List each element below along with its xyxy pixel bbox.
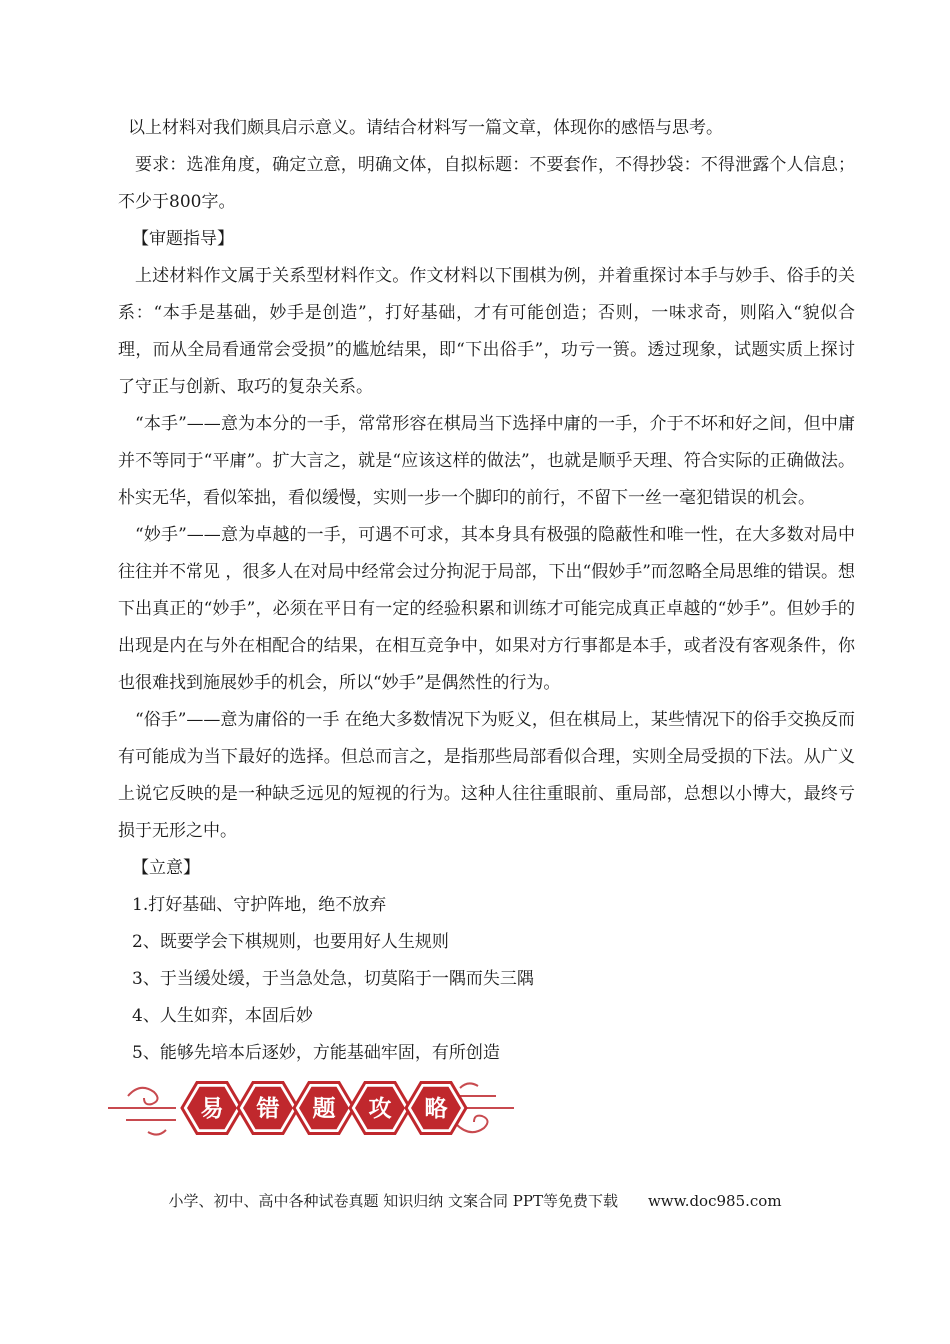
benshou-paragraph: “本手”——意为本分的一手，常常形容在棋局当下选择中庸的一手，介于不坏和好之间，但中庸并不等同于“平庸”。扩大言之，就是“应该这样的做法”，也就是顺乎天理、符合实际的正确做法。朴实无华，看似笨拙，看似缓慢，实则一步一个脚印的前行，不留下一丝一毫犯错误的机会。 (118, 414, 855, 508)
footer-text: 小学、初中、高中各种试卷真题 知识归纳 文案合同 PPT等免费下载 (168, 1192, 618, 1210)
banner-char: 题 (312, 1096, 336, 1122)
sushou-paragraph: “俗手”——意为庸俗的一手 在绝大多数情况下为贬义，但在棋局上，某些情况下的俗手交换反而有可能成为当下最好的选择。但总而言之，是指那些局部看似合理，实则全局受损的下法。从广义上说它反映的是一种缺乏远见的短视的行为。这种人往往重眼前、重局部，总想以小博大，最终亏损于无形之中。 (118, 710, 855, 841)
guidance-heading: 【审题指导】 (132, 229, 234, 249)
ideas-heading: 【立意】 (132, 858, 200, 878)
footer-url[interactable]: www.doc985.com (647, 1192, 782, 1210)
banner-char: 错 (256, 1096, 280, 1122)
banner-hexagons (182, 1083, 466, 1134)
guidance-paragraph: 上述材料作文属于关系型材料作文。作文材料以下围棋为例，并着重探讨本手与妙手、俗手的关系：“本手是基础，妙手是创造”，打好基础，才有可能创造；否则，一味求奇，则陷入“貌似合理，而从全局看通常会受损”的尴尬结果，即“下出俗手”，功亏一篑。透过现象，试题实质上探讨了守正与创新、取巧的复杂关系。 (118, 266, 855, 397)
section-banner (104, 1074, 518, 1142)
banner-char: 略 (424, 1096, 448, 1122)
idea-item: 1.打好基础、守护阵地，绝不放弃 (132, 895, 387, 915)
miaoshou-paragraph: “妙手”——意为卓越的一手，可遇不可求，其本身具有极强的隐蔽性和唯一性，在大多数对局中往往并不常见 ，很多人在对局中经常会过分拘泥于局部，下出“假妙手”而忽略全局思维的错误。想下出真正的“妙手”，必须在平日有一定的经验积累和训练才可能完成真正卓越的“妙手”。但妙手的出现是内在与外在相配合的结果，在相互竞争中，如果对方行事都是本手，或者没有客观条件，你也很难找到施展妙手的机会，所以“妙手”是偶然性的行为。 (118, 525, 855, 693)
banner-char: 攻 (368, 1096, 392, 1122)
idea-item: 4、人生如弈，本固后妙 (132, 1006, 313, 1026)
idea-item: 3、于当缓处缓，于当急处急，切莫陷于一隅而失三隅 (132, 969, 534, 989)
requirements-paragraph: 要求：选准角度，确定立意，明确文体，自拟标题：不要套作，不得抄袋：不得泄露个人信息；不少于800字。 (118, 155, 855, 212)
document-body (118, 110, 855, 1072)
idea-item: 5、能够先培本后逐妙，方能基础牢固，有所创造 (132, 1043, 500, 1063)
intro-paragraph: 以上材料对我们颇具启示意义。请结合材料写一篇文章，体现你的感悟与思考。 (128, 118, 723, 138)
banner-char: 易 (200, 1096, 224, 1122)
page-footer (0, 1190, 950, 1211)
idea-item: 2、既要学会下棋规则，也要用好人生规则 (132, 932, 449, 952)
banner-graphic (104, 1074, 518, 1142)
left-swirl-ornament (108, 1088, 176, 1135)
